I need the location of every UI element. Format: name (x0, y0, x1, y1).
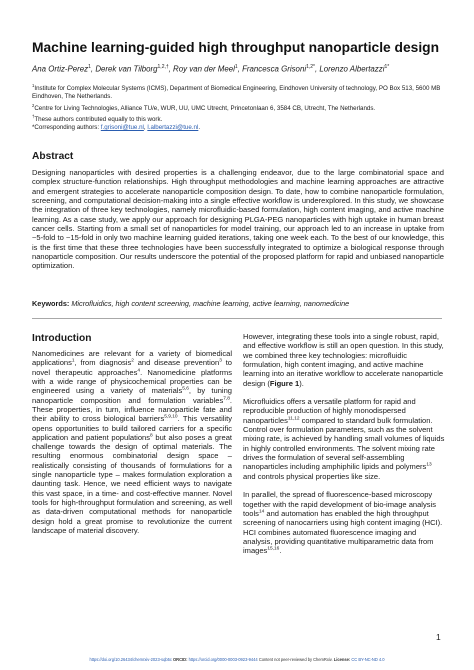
keywords-text: Microfluidics, high content screening, machine learning, active learning, nanomedicine (71, 299, 350, 308)
author-name: Ana Ortiz-Perez (32, 64, 89, 74)
text-run: to novel therapeutic approaches (32, 358, 232, 377)
right-column (243, 332, 446, 565)
affiliations (32, 82, 444, 133)
author-name: Lorenzo Albertazzi (319, 64, 385, 74)
text-run: Nanomedicines are relevant for a variety of biomedical applications (32, 349, 232, 368)
citation-mark: 8 (150, 433, 153, 439)
author-name: Francesca Grisoni (242, 64, 307, 74)
citation-mark: 3 (219, 358, 222, 364)
author-name: Roy van der Meel (173, 64, 235, 74)
affiliation-line (32, 113, 444, 124)
paragraph (243, 490, 446, 555)
text-run: but also poses a great challenge towards the design of optimal materials. The resulting enormous combinatorial design space – realistically consisting of thousands of formulations for a single nanoparticle type – makes formulation exploration a daunting task. Hence, we need efficient ways to navigate this vast space, in a time- and cost-effective manner. Novel tools for high-throughput formulation and screening, as well as data-driven computational methods for nanoparticle design hold a great promise to revolutionize the current landscape of material discovery. (32, 432, 233, 535)
paper-title: Machine learning-guided high throughput nanoparticle design (32, 40, 440, 55)
affiliation-text: These authors contributed equally to this work. (34, 116, 163, 124)
text-run: , from diagnosis (74, 358, 132, 368)
abstract-text: Designing nanoparticles with desired properties is a challenging endeavor, due to the large combinatorial space and complex structure-function relationships. High throughput methodologies and machine learning approaches are attractive and emergent strategies to accelerate nanoparticle composition design. To date, how to combine nanoparticle formulation, screening, and computational decision-making into a single effective workflow is underexplored. In this study, we showcase the integration of three key technologies, namely microfluidic-based formulation, high content imaging, and active machine learning. As a case study, we apply our approach for designing PLGA-PEG nanoparticles with high uptake in human breast cancer cells. Starting from a small set of nanoparticles for model training, our approach led to an increase in uptake from ~5-fold to ~15-fold in only two machine learning guided iterations, taking one week each. To the best of our knowledge, this is the first time that these three technologies have been successfully integrated to optimize a biological response through nanoparticle composition. Our results underscore the potential of the proposed platform for rapid and unbiased nanoparticle optimization. (32, 168, 444, 271)
author-affil-mark: 1 (234, 64, 238, 70)
affiliation-mark: 2 (32, 102, 35, 108)
correspondence-label: *Corresponding authors: (32, 124, 101, 132)
text-run: . This versatility opens opportunities to build tailored carriers for a specific application and patient populations (32, 414, 232, 442)
affiliation-text: Institute for Complex Molecular Systems (ICMS), Department of Biomedical Engineering, Eindhoven University of technology, PO Box 513, 5600 MB Eindhoven, The Netherlands. (32, 85, 441, 101)
affiliation-mark: 1 (32, 83, 35, 88)
citation-mark: 5,9,10 (164, 414, 178, 420)
citation-mark: 1 (71, 358, 75, 364)
keywords-label: Keywords: (32, 299, 70, 308)
citation-mark: 13 (426, 462, 432, 468)
citation-mark: 5,6 (182, 386, 189, 392)
affiliation-mark: † (32, 114, 35, 120)
citation-mark: 2 (131, 358, 134, 364)
text-run: Microfluidics offers a versatile platform for rapid and reproducible production of highly monodispersed nanoparticles (243, 397, 416, 425)
author-affil-mark: 1 (88, 64, 91, 70)
orcid-link[interactable]: https://orcid.org/0000-0003-0923-9444 (188, 657, 258, 662)
section-divider (32, 318, 442, 319)
text-run: and disease prevention (133, 358, 220, 368)
citation-mark: 7,8 (223, 396, 230, 402)
citation-mark: 11,12 (287, 416, 300, 422)
author-affil-mark: 1,2* (306, 64, 315, 70)
license-link[interactable]: CC BY-NC-ND 4.0 (351, 657, 385, 662)
preprint-footer (0, 657, 474, 662)
author-name: Derek van Tilborg (95, 64, 158, 74)
text-run: . Nanomedicine platforms with a wide range of physicochemical properties can be engineered using a variety of materials (32, 367, 232, 396)
email-separator: , (143, 124, 148, 132)
email-link[interactable]: l.albertazzi@tue.nl (147, 124, 199, 132)
introduction-heading: Introduction (32, 333, 92, 344)
paragraph (243, 397, 446, 481)
citation-mark: 15,16 (267, 546, 280, 552)
author-affil-mark: 1* (384, 64, 390, 70)
text-run: In parallel, the spread of fluorescence-based microscopy together with the rapid development of bio-image analysis tools (243, 490, 436, 518)
affiliation-line (32, 82, 444, 102)
left-column (32, 349, 232, 545)
page-number: 1 (436, 632, 441, 642)
license-label: License: (333, 657, 351, 662)
author-affil-mark: 1,2,† (157, 64, 169, 70)
review-notice: Content not peer-reviewed by ChemRxiv. (258, 657, 333, 662)
author-list: Ana Ortiz-Perez$^1$, Derek van Tilborg$^{1,2,\dagger}$, Roy van der Meel$^1$, Francesca Grisoni$^{1,2*}$, Lorenzo Albertazzi$^{1*}$ (32, 64, 390, 74)
abstract-heading: Abstract (32, 151, 74, 162)
text-run: and automation has enabled the high throughput screening of nanocarriers using high content imaging (HCI). HCI combines automated fluorescence imaging and analysis, providing quantitative multiparametric data from images (243, 508, 443, 556)
citation-mark: 4 (137, 368, 141, 374)
citation-mark: 14 (258, 509, 265, 515)
text-run: . These properties, in turn, influence nanoparticle fate and their ability to cross biological barriers (32, 395, 232, 424)
affiliation-text: Centre for Living Technologies, Alliance TU/e, WUR, UU, UMC Utrecht, Princetonlaan 6, 3584 CB, Utrecht, The Netherlands. (34, 104, 376, 112)
email-link[interactable]: f.grisoni@tue.nl (100, 124, 144, 132)
doi-link[interactable]: https://doi.org/10.26434/chemrxiv-2023-sqb5c (89, 657, 172, 662)
text-run: ). (299, 378, 304, 388)
correspondence-end: . (198, 124, 201, 132)
text-run: However, integrating these tools into a single robust, rapid, and effective workflow is still an open question. In this study, we combined three key technologies: microfluidic formulation, high content imaging, and active machine learning into an iterative workflow to accelerate nanoparticle design ( (243, 332, 444, 388)
text-run: compared to standard bulk formulation. Control over formulation parameters, such as the solvent mixing rate, is achieved by handling small volumes of liquids in highly controlled environments. The solvent mixing rate drives the formulation of several self-assembling nanoparticles including amphiphilic lipids and polymers (243, 415, 445, 472)
paragraph (243, 332, 446, 388)
figure-reference: Figure 1 (269, 378, 300, 388)
paragraph (32, 349, 232, 535)
correspondence-line (32, 124, 444, 132)
affiliation-line (32, 102, 444, 113)
keywords (32, 299, 444, 308)
text-run: and controls physical properties like size. (243, 471, 381, 481)
text-run: , by tuning nanoparticle composition and formulation variables (32, 386, 232, 405)
text-run: . (279, 546, 282, 556)
orcid-label: ORCID: (173, 657, 188, 662)
